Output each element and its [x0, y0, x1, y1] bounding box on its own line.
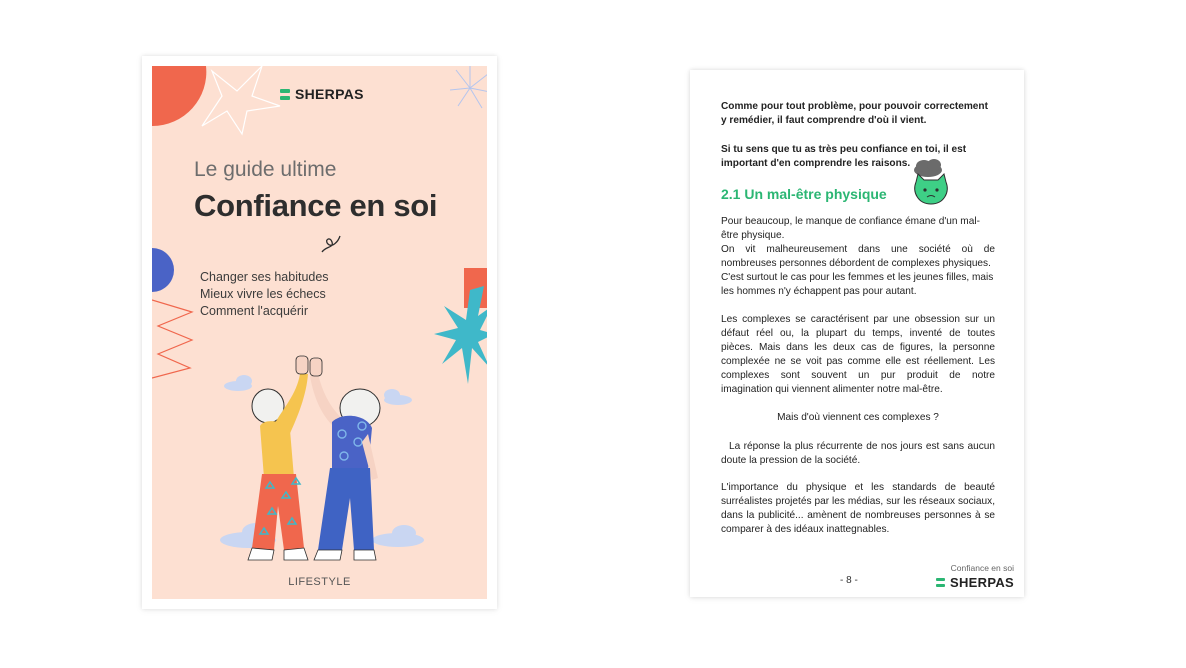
footer-brand-name: SHERPAS	[950, 575, 1014, 590]
teal-star-decoration	[434, 286, 487, 386]
cover-subtitle: Le guide ultime	[194, 158, 337, 181]
sherpas-logo-icon	[280, 89, 290, 100]
starburst-outline-decoration	[192, 66, 282, 136]
text-line: important d'en comprendre les raisons.	[721, 158, 911, 169]
text-line: C'est surtout le cas pour les femmes et les jeunes filles, mais	[721, 272, 994, 283]
paragraph-2	[721, 313, 995, 397]
squiggle-decoration	[320, 232, 342, 254]
intro-paragraph	[721, 100, 995, 128]
cover-topic-list	[200, 269, 329, 320]
text-line: imagination qui viennent alimenter notre mal-être.	[721, 384, 943, 395]
section-heading: 2.1 Un mal-être physique	[721, 186, 887, 202]
text-line: Si tu sens que tu as très peu confiance en toi, il est	[721, 144, 967, 155]
cover-brand	[280, 86, 364, 102]
document-page	[690, 70, 1024, 597]
paragraph-3	[721, 440, 995, 468]
cover-topic: Mieux vivre les échecs	[200, 287, 326, 301]
text-line: Pour beaucoup, le manque de confiance émane d'un mal-	[721, 216, 980, 227]
cover-topic: Changer ses habitudes	[200, 270, 329, 284]
cover-title: Confiance en soi	[194, 188, 438, 223]
sherpas-logo-icon	[936, 578, 945, 588]
text-line: défaut réel ou, la plupart du temps, inventé de toutes	[721, 328, 995, 339]
page-number: - 8 -	[840, 575, 858, 586]
cover-page-frame	[142, 56, 497, 609]
starburst-line-decoration	[450, 66, 487, 110]
text-line: Les complexes se caractérisent par une obsession sur un	[721, 314, 995, 325]
text-line: La réponse la plus récurrente de nos jours est sans aucun	[729, 441, 995, 452]
text-line: y remédier, il faut comprendre d'où il vient.	[721, 115, 927, 126]
text-line: les hommes n'y échappent pas pour autant.	[721, 286, 917, 297]
two-women-high-five-illustration	[208, 338, 438, 568]
text-line: être physique.	[721, 230, 785, 241]
text-line: On vit malheureusement dans une société où de	[721, 244, 995, 255]
text-line: comparer à des idéaux inattegnables.	[721, 524, 890, 535]
text-line: Comme pour tout problème, pour pouvoir correctement	[721, 101, 988, 112]
text-line: surréalistes projetés par les médias, sur les réseaux sociaux,	[721, 496, 995, 507]
footer-brand	[936, 575, 1014, 590]
text-line: dans la publicité... amènent de nombreuses personnes à se	[721, 510, 995, 521]
coral-zigzag-decoration	[152, 292, 194, 380]
text-line: complexée ne se voit pas comme elle est réellement. Les	[721, 356, 995, 367]
text-line: L'importance du physique et les standards de beauté	[721, 482, 995, 493]
cover-brand-name: SHERPAS	[295, 86, 364, 102]
cover-topic: Comment l'acquérir	[200, 304, 308, 318]
text-line: pièces. Mais dans les deux cas de figures, la personne	[721, 342, 995, 353]
footer-document-title: Confiance en soi	[950, 563, 1014, 573]
text-line: nombreuses personnes débordent de complexes physiques.	[721, 258, 991, 269]
paragraph-4	[721, 481, 995, 537]
text-line: doute la pression de la société.	[721, 455, 861, 466]
blue-half-circle-decoration	[152, 248, 178, 292]
question-line: Mais d'où viennent ces complexes ?	[777, 412, 939, 423]
cover-page	[152, 66, 487, 599]
paragraph-1	[721, 215, 995, 299]
cover-category: LIFESTYLE	[288, 576, 351, 588]
sad-cat-cloud-icon	[908, 158, 958, 210]
text-line: complexes sont souvent un pur produit de notre	[721, 370, 995, 381]
